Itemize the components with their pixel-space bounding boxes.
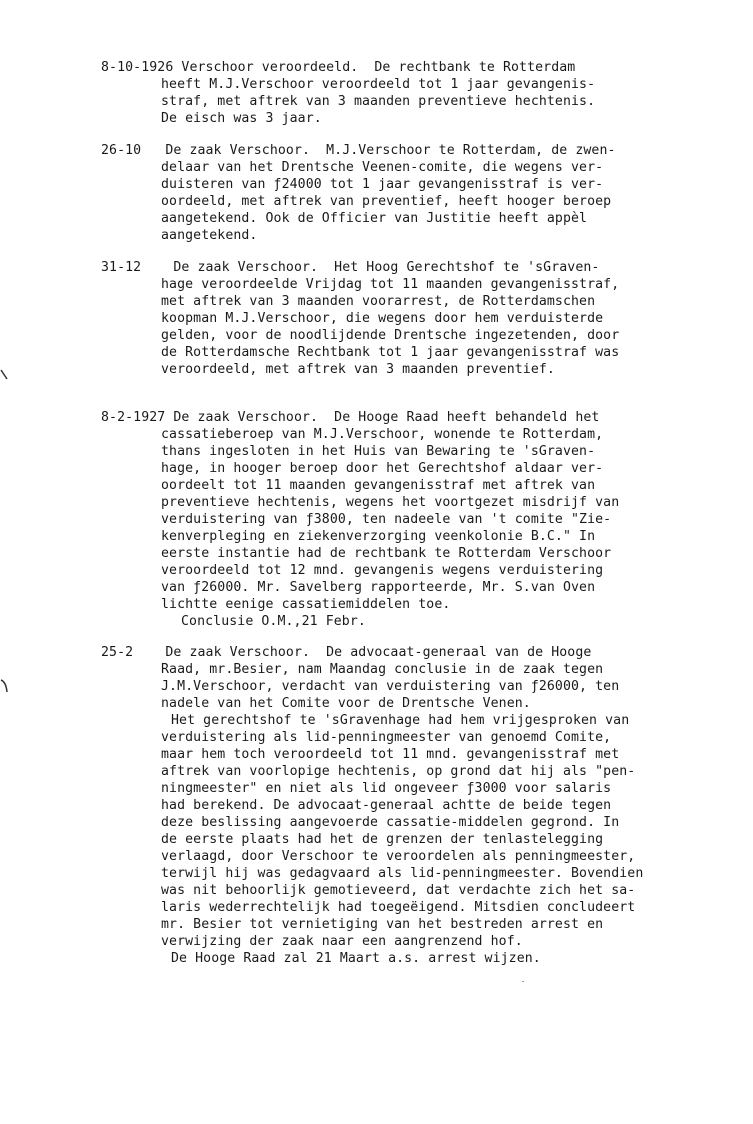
entry-line: eerste instantie had de rechtbank te Rotterdam Verschoor [161, 546, 612, 561]
margin-scan-mark [0, 368, 10, 382]
entry-line: preventieve hechtenis, wegens het voortgezet misdrijf van [161, 495, 620, 510]
entry-date: 8-10-1926 [101, 60, 174, 75]
entry-line: 8-2-1927 De zaak Verschoor. De Hooge Raad heeft behandeld het [101, 410, 600, 425]
entry-line: ningmeester" en niet als lid ongeveer ƒ3000 voor salaris [161, 781, 612, 796]
entry-line: 26-10 De zaak Verschoor. M.J.Verschoor te Rotterdam, de zwen- [101, 143, 616, 158]
entry-line: veroordeeld tot 12 mnd. gevangenis wegens verduistering [161, 563, 604, 578]
entry-line: lichtte eenige cassatiemiddelen toe. [161, 597, 451, 612]
entry-line: 8-10-1926 Verschoor veroordeeld. De rechtbank te Rotterdam [101, 60, 576, 75]
entry-line: van ƒ26000. Mr. Savelberg rapporteerde, Mr. S.van Oven [161, 580, 596, 595]
entry-line: cassatieberoep van M.J.Verschoor, wonende te Rotterdam, [161, 427, 604, 442]
entry-line: kenverpleging en ziekenverzorging veenkolonie B.C." In [161, 529, 596, 544]
entry-date: 26-10 [101, 143, 142, 158]
entry-line: verduistering van ƒ3800, ten nadeele van 't comite "Zie- [161, 512, 612, 527]
entry-line: veroordeeld, met aftrek van 3 maanden preventief. [161, 362, 555, 377]
entry-line: was nit behoorlijk gemotieveerd, dat verdachte zich het sa- [161, 883, 636, 898]
margin-scan-mark [0, 678, 10, 696]
entry-line: heeft M.J.Verschoor veroordeeld tot 1 jaar gevangenis- [161, 77, 596, 92]
entry-line: 31-12 De zaak Verschoor. Het Hoog Gerechtshof te 'sGraven- [101, 260, 600, 275]
entry-line: Raad, mr.Besier, nam Maandag conclusie in de zaak tegen [161, 662, 604, 677]
entry-line: de eerste plaats had het de grenzen der tenlastelegging [161, 832, 604, 847]
entry-date: 25-2 [101, 645, 134, 660]
entry-line: duisteren van ƒ24000 tot 1 jaar gevangenisstraf is ver- [161, 177, 604, 192]
entry-line: deze beslissing aangevoerde cassatie-middelen gegrond. In [161, 815, 620, 830]
entry-line: koopman M.J.Verschoor, die wegens door hem verduisterde [161, 311, 604, 326]
entry-line: maar hem toch veroordeeld tot 11 mnd. gevangenisstraf met [161, 747, 620, 762]
entry-line: aftrek van voorlopige hechtenis, op grond dat hij als "pen- [161, 764, 636, 779]
entry-line: thans ingesloten in het Huis van Bewaring te 'sGraven- [161, 444, 596, 459]
entry-line: hage veroordeelde Vrijdag tot 11 maanden gevangenisstraf, [161, 277, 620, 292]
entry-line: terwijl hij was gedagvaard als lid-penningmeester. Bovendien [161, 866, 644, 881]
entry-line: oordeelt tot 11 maanden gevangenisstraf met aftrek van [161, 478, 596, 493]
entry-line: verduistering als lid-penningmeester van genoemd Comite, [161, 730, 612, 745]
entry-line: gelden, voor de noodlijdende Drentsche ingezetenden, door [161, 328, 620, 343]
entry-date: 31-12 [101, 260, 142, 275]
entry-line: Het gerechtshof te 'sGravenhage had hem vrijgesproken van [171, 713, 630, 728]
entry-line: hage, in hooger beroep door het Gerechtshof aldaar ver- [161, 461, 604, 476]
entry-line: delaar van het Drentsche Veenen-comite, die wegens ver- [161, 160, 604, 175]
entry-line: aangetekend. Ook de Officier van Justitie heeft appèl [161, 211, 588, 226]
entry-line: aangetekend. [161, 228, 258, 243]
entry-line: de Rotterdamsche Rechtbank tot 1 jaar gevangenisstraf was [161, 345, 620, 360]
entry-line: verlaagd, door Verschoor te veroordelen als penningmeester, [161, 849, 636, 864]
entry-line: De Hooge Raad zal 21 Maart a.s. arrest wijzen. [171, 951, 541, 966]
entry-date: 8-2-1927 [101, 410, 166, 425]
entry-line: verwijzing der zaak naar een aangrenzend hof. [161, 934, 523, 949]
scan-speck [522, 981, 524, 982]
entry-line: nadele van het Comite voor de Drentsche Venen. [161, 696, 531, 711]
entry-line: met aftrek van 3 maanden voorarrest, de Rotterdamschen [161, 294, 596, 309]
entry-line: 25-2 De zaak Verschoor. De advocaat-generaal van de Hooge [101, 645, 592, 660]
entry-line: laris wederrechtelijk had toegeëigend. Mitsdien concludeert [161, 900, 636, 915]
entry-conclusion: Conclusie O.M.,21 Febr. [181, 614, 366, 629]
entry-line: De eisch was 3 jaar. [161, 111, 322, 126]
entry-line: mr. Besier tot vernietiging van het bestreden arrest en [161, 917, 604, 932]
entry-line: had berekend. De advocaat-generaal achtte de beide tegen [161, 798, 612, 813]
entry-line: J.M.Verschoor, verdacht van verduistering van ƒ26000, ten [161, 679, 620, 694]
entry-line: oordeeld, met aftrek van preventief, heeft hooger beroep [161, 194, 612, 209]
entry-line: straf, met aftrek van 3 maanden preventieve hechtenis. [161, 94, 596, 109]
